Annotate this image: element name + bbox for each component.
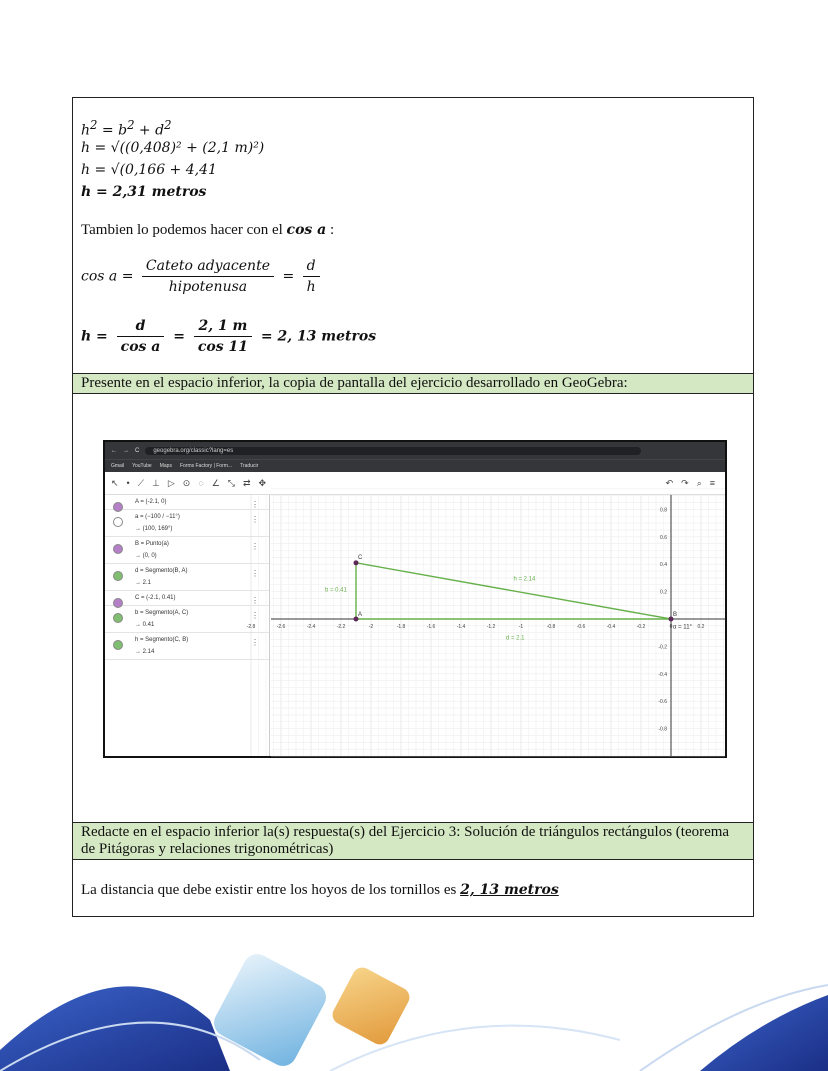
forward-icon: → (123, 447, 129, 454)
algebra-value: → (0, 0) (135, 553, 157, 559)
x-tick-label: -2.2 (336, 624, 346, 630)
x-tick-label: -2.4 (306, 624, 316, 630)
reflect-tool-icon: ⤡ (227, 477, 235, 488)
algebra-row[interactable] (105, 591, 269, 606)
algebra-definition: A = (-2.1, 0) (135, 499, 167, 505)
x-tick-label: -1.8 (396, 624, 406, 630)
algebra-view (105, 495, 270, 756)
x-tick-label: -1 (518, 624, 524, 630)
bookmark: Gmail (111, 463, 125, 469)
algebra-row[interactable] (105, 510, 269, 537)
line-tool-icon: ⟋ (137, 477, 145, 488)
label-b: b = 0.41 (325, 587, 347, 594)
y-tick-label: 0.4 (660, 562, 667, 569)
label-h: h = 2.14 (513, 576, 536, 583)
search-icon: ⌕ (696, 477, 702, 488)
back-icon: ← (111, 447, 117, 454)
final-answer: La distancia que debe existir entre los hoyos de los tornillos es 2, 13 metros (81, 882, 559, 898)
y-tick-label: 0.6 (660, 534, 667, 541)
algebra-definition: h = Segmento(C, B) (135, 637, 189, 643)
math-line-2: h = √((0,408)² + (2,1 m)²) (81, 140, 265, 156)
label-B: B (673, 612, 678, 618)
x-tick-label: -2.6 (276, 624, 286, 630)
document-table (72, 97, 754, 917)
x-tick-label: -1.6 (426, 624, 436, 630)
bookmarks-bar (105, 459, 725, 472)
y-tick-label: -0.8 (658, 726, 667, 733)
math-line-4: h = 2,31 metros (81, 184, 207, 200)
reload-icon: C (135, 447, 140, 454)
math-line-3: h = √(0,166 + 4,41 (81, 162, 217, 178)
x-tick-label: -0.6 (576, 624, 586, 630)
x-tick-label: -2 (368, 624, 374, 630)
row-menu-icon[interactable]: ⋮ (251, 569, 259, 578)
h-formula: h = $\frac{d}{\text{cos a}}$ = $\frac{2, 1 m}{\cos 11}$ = 2, 13 metros (81, 318, 377, 355)
address-bar: geogebra.org/classic?lang=es (145, 447, 641, 455)
algebra-definition: b = Segmento(A, C) (135, 610, 189, 616)
label-alpha: α = 11° (673, 624, 692, 631)
visibility-toggle[interactable] (113, 517, 123, 527)
x-tick-label: -0.4 (606, 624, 616, 630)
perpendicular-tool-icon: ⊥ (152, 477, 160, 488)
algebra-definition: d = Segmento(B, A) (135, 568, 188, 574)
algebra-value: → (100, 169°) (135, 526, 173, 532)
y-tick-label: -0.2 (658, 644, 667, 651)
row-menu-icon[interactable]: ⋮ (251, 611, 259, 620)
cos-intro: Tambien lo podemos hacer con el cos a : (81, 222, 335, 238)
row-menu-icon[interactable]: ⋮ (251, 596, 259, 605)
redo-icon: ↷ (681, 477, 689, 488)
label-d: d = 2.1 (506, 635, 525, 642)
bookmark: Traducir (240, 463, 259, 469)
visibility-toggle[interactable] (113, 544, 123, 554)
algebra-definition: a = (−100 / −11°) (135, 514, 180, 520)
row-menu-icon[interactable]: ⋮ (251, 515, 259, 524)
point-tool-icon: • (126, 478, 130, 488)
blue-corner-shape (700, 995, 828, 1071)
undo-icon: ↶ (665, 477, 674, 488)
graphics-view (246, 495, 725, 756)
label-C: C (358, 554, 363, 561)
angle-tool-icon: ∠ (211, 477, 220, 488)
visibility-toggle[interactable] (113, 613, 123, 623)
cos-formula: cos a = $\frac{\text{Cateto adyacente}}{\text{hipotenusa}}$ = $\frac{d}{h}$ (81, 258, 324, 295)
move-tool-icon: ↖ (111, 477, 119, 488)
x-tick-label: -2.8 (246, 624, 256, 630)
x-tick-label: -0.2 (636, 624, 646, 630)
algebra-value: → 0.41 (135, 622, 155, 628)
browser-bar (105, 442, 725, 459)
circle3-tool-icon: ◌ (198, 478, 204, 488)
row-menu-icon[interactable]: ⋮ (251, 500, 259, 509)
x-tick-label: -0.8 (546, 624, 556, 630)
x-tick-label: -1.4 (456, 624, 466, 630)
visibility-toggle[interactable] (113, 571, 123, 581)
bookmark: Forms Factory | Form... (179, 463, 233, 469)
algebra-row[interactable] (105, 564, 269, 591)
bookmark: Maps (159, 463, 172, 469)
geogebra-screenshot (103, 440, 727, 758)
algebra-value: → 2.14 (135, 649, 155, 655)
y-tick-label: 0.2 (660, 589, 667, 596)
y-tick-label: -0.6 (658, 699, 667, 706)
orange-square (329, 964, 413, 1048)
polygon-tool-icon: ▷ (167, 477, 175, 488)
visibility-toggle[interactable] (113, 640, 123, 650)
answer-instruction-row: Redacte en el espacio inferior la(s) respuesta(s) del Ejercicio 3: Solución de triángulos rectángulos (teorema de Pitágoras y relaciones trigonométricas) (73, 822, 753, 860)
geogebra-instruction-row: Presente en el espacio inferior, la copia de pantalla del ejercicio desarrollado en GeoGebra: (73, 373, 753, 394)
x-tick-label: 0.2 (697, 624, 705, 630)
x-tick-label: 0 (669, 624, 673, 630)
label-A: A (358, 612, 363, 618)
algebra-row[interactable] (105, 606, 269, 633)
algebra-row[interactable] (105, 495, 269, 510)
geogebra-toolbar (105, 472, 725, 495)
row-menu-icon[interactable]: ⋮ (251, 542, 259, 551)
math-line-1: $h^2 = b^2 + d^2$ (81, 118, 172, 139)
point-C (354, 560, 359, 565)
slider-tool-icon: ⇄ (242, 477, 251, 488)
circle-tool-icon: ⊙ (182, 477, 191, 488)
algebra-row[interactable] (105, 537, 269, 564)
x-tick-label: -1.2 (486, 624, 496, 630)
light-blue-square (209, 949, 331, 1071)
y-tick-label: -0.4 (658, 671, 667, 678)
algebra-definition: B = Punto(a) (135, 541, 169, 547)
algebra-definition: C = (-2.1, 0.41) (135, 595, 176, 601)
menu-icon: ≡ (709, 478, 715, 488)
row-menu-icon[interactable]: ⋮ (251, 638, 259, 647)
algebra-value: → 2.1 (135, 580, 152, 586)
y-tick-label: 0.8 (660, 507, 667, 514)
pan-tool-icon: ✥ (258, 477, 267, 488)
algebra-row[interactable] (105, 633, 269, 660)
footer-decoration (0, 940, 828, 1071)
bookmark: YouTube (132, 463, 152, 469)
